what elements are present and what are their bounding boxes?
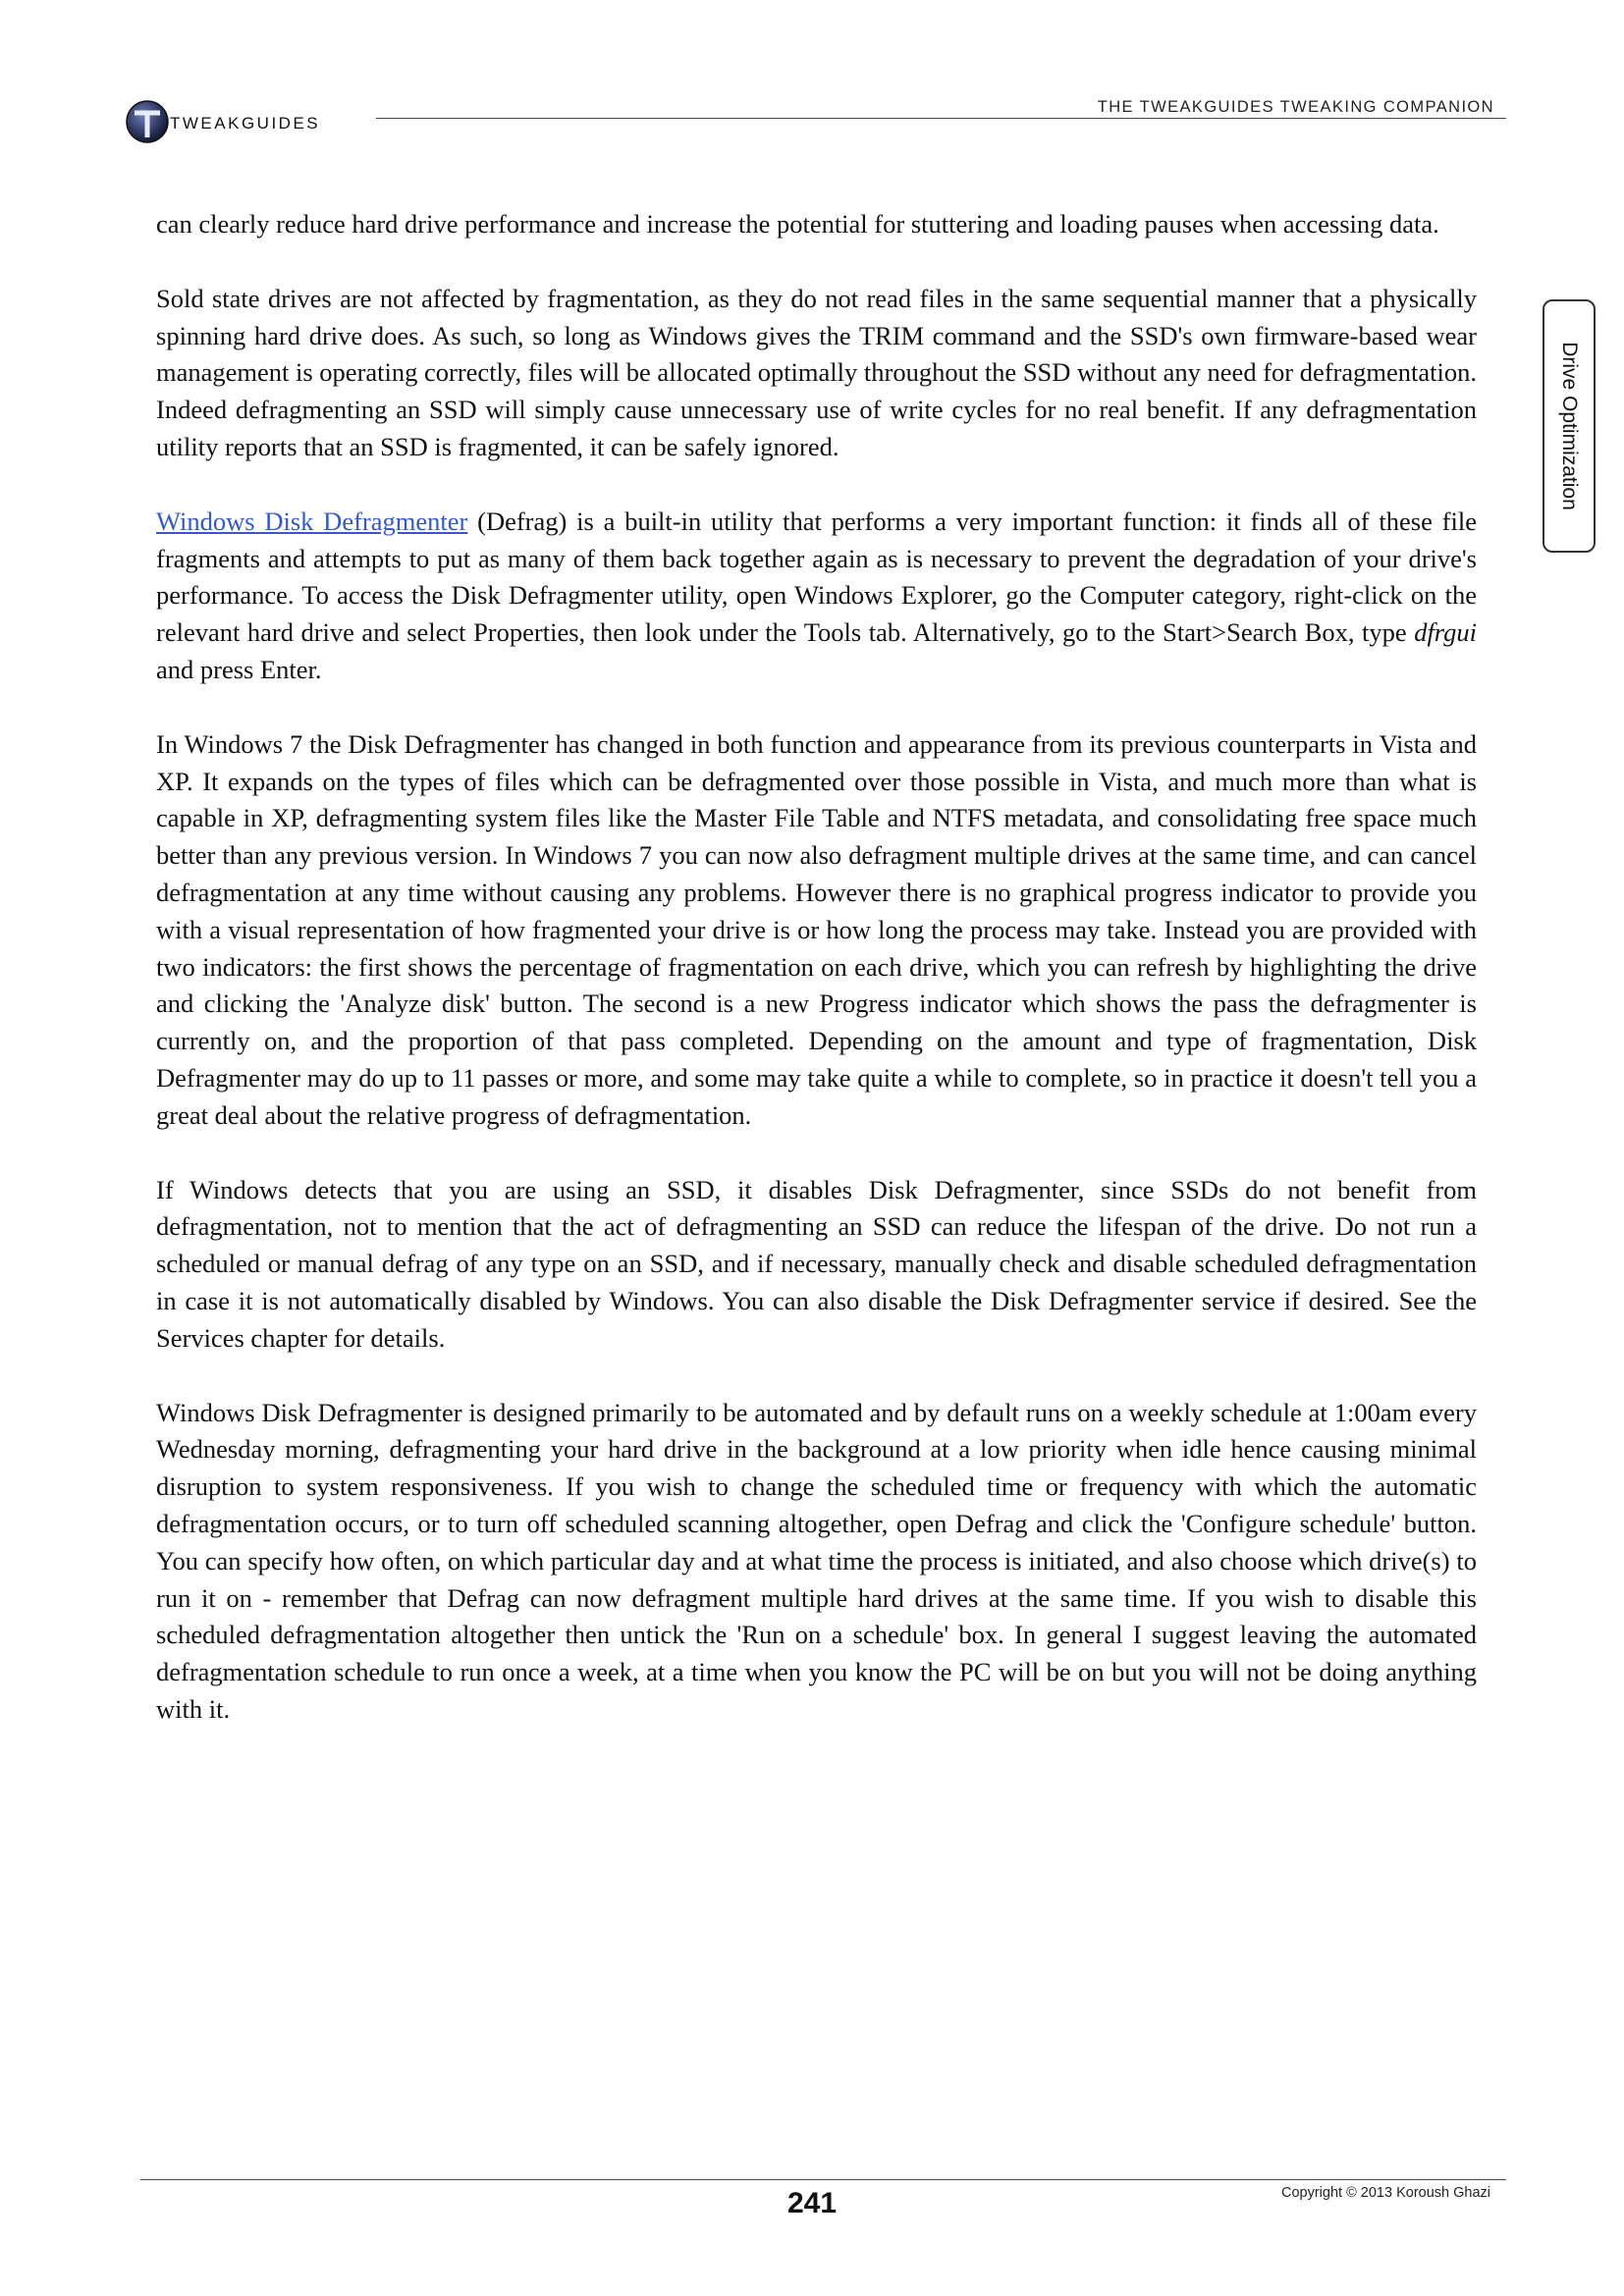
command-name: dfrgui (1414, 617, 1477, 648)
page-number: 241 (786, 2187, 838, 2219)
paragraph-text: (Defrag) is a built-in utility that performs a very important function: it finds all of these file fragments and attempts to put as many of them back together again as is necessary to prevent the degradation of your drive's performance. To access the Disk Defragmenter utility, open Windows Explorer, go the Computer category, right-click on the relevant hard drive and select Properties, then look under the Tools tab. Alternatively, go to the Start>Search Box, type (156, 506, 1477, 648)
chapter-side-tab-label: Drive Optimization (1558, 342, 1581, 510)
paragraph: In Windows 7 the Disk Defragmenter has changed in both function and appearance from its previous counterparts in Vista and XP. It expands on the types of files which can be defragmented over those possible in Vista, and much more than what is capable in XP, defragmenting system files like the Master File Table and NTFS metadata, and consolidating free space much better than any previous version. In Windows 7 you can now also defragment multiple drives at the same time, and can cancel defragmentation at any time without causing any problems. However there is no graphical progress indicator to provide you with a visual representation of how fragmented your drive is or how long the process may take. Instead you are provided with two indicators: the first shows the percentage of fragmentation on each drive, which you can refresh by highlighting the drive and clicking the 'Analyze disk' button. The second is a new Progress indicator which shows the pass the defragmenter is currently on, and the proportion of that pass completed. Depending on the amount and type of fragmentation, Disk Defragmenter may do up to 11 passes or more, and some may take quite a while to complete, so in practice it doesn't tell you a great deal about the relative progress of defragmentation. (156, 728, 1477, 1130)
paragraph: can clearly reduce hard drive performance and increase the potential for stuttering and loading pauses when accessing data. (156, 209, 1439, 239)
windows-disk-defragmenter-link[interactable]: Windows Disk Defragmenter (156, 506, 468, 536)
logo-graphic (125, 98, 360, 145)
logo-text: TWEAKGUIDES (170, 114, 321, 133)
footer-rule (140, 2179, 1506, 2180)
body-text (156, 206, 1477, 1766)
header-rule (376, 118, 1506, 119)
paragraph: Windows Disk Defragmenter is designed primarily to be automated and by default runs on a weekly schedule at 1:00am every Wednesday morning, defragmenting your hard drive in the background at a low priority when idle hence causing minimal disruption to system responsiveness. If you wish to change the scheduled time or frequency with which the automatic defragmentation occurs, or to turn off scheduled scanning altogether, open Defrag and click the 'Configure schedule' button. You can specify how often, on which particular day and at what time the process is initiated, and also choose which drive(s) to run it on - remember that Defrag can now defragment multiple hard drives at the same time. If you wish to disable this scheduled defragmentation altogether then untick the 'Run on a schedule' box. In general I suggest leaving the automated defragmentation schedule to run once a week, at a time when you know the PC will be on but you will not be doing anything with it. (156, 1397, 1477, 1724)
paragraph (156, 504, 1477, 689)
running-header: THE TWEAKGUIDES TWEAKING COMPANION (1097, 98, 1494, 116)
paragraph: Sold state drives are not affected by fragmentation, as they do not read files in the same sequential manner that a physically spinning hard drive does. As such, so long as Windows gives the TRIM command and the SSD's own firmware-based wear management is operating correctly, files will be allocated optimally throughout the SSD without any need for defragmentation. Indeed defragmenting an SSD will simply cause unnecessary use of write cycles for no real benefit. If any defragmentation utility reports that an SSD is fragmented, it can be safely ignored. (156, 283, 1477, 461)
chapter-side-tab (1543, 299, 1596, 553)
paragraph-text: and press Enter. (156, 654, 322, 684)
tweakguides-logo (125, 98, 360, 145)
copyright-notice: Copyright © 2013 Koroush Ghazi (1281, 2185, 1490, 2201)
paragraph: If Windows detects that you are using an SSD, it disables Disk Defragmenter, since SSDs do not benefit from defragmentation, not to mention that the act of defragmenting an SSD can reduce the lifespan of the drive. Do not run a scheduled or manual defrag of any type on an SSD, and if necessary, manually check and disable scheduled defragmentation in case it is not automatically disabled by Windows. You can also disable the Disk Defragmenter service if desired. See the Services chapter for details. (156, 1174, 1477, 1353)
